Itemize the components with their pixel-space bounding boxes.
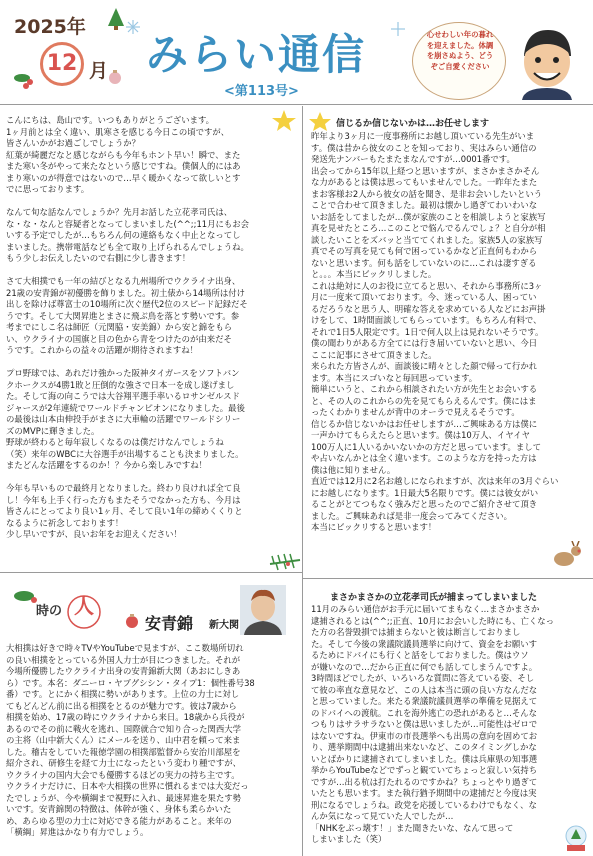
holly-icon bbox=[12, 586, 122, 632]
right-section-divider bbox=[302, 578, 593, 579]
month-number: 12 bbox=[46, 51, 78, 76]
snowflake-icon bbox=[391, 22, 405, 36]
fortune-teller-section-title: 信じるか信じないかは…お任せします bbox=[336, 119, 490, 129]
issue-number: <第113号> bbox=[224, 84, 299, 99]
snowflake-icon bbox=[126, 20, 140, 34]
tachibana-section-title: まさかまさかの立花孝司氏が捕まってしまいました bbox=[330, 593, 538, 603]
ornament-icon bbox=[109, 70, 121, 84]
year-label: 2025年 bbox=[14, 16, 86, 38]
pine-branch-icon bbox=[268, 550, 302, 574]
toki-label: 時の bbox=[36, 604, 63, 619]
caricature-portrait bbox=[514, 26, 580, 100]
tachibana-article-text: 11月のみらい通信がお手元に届いてまもなく…まさかまさか 逮捕されるとは(^^;;正直、10月にお会いした時にも、亡くなっ た方の名誉毀損では捕まらないと彼は断言しておりまし た。そして今後の衆議院議員選挙に向けて、資金をお願いす るためにドバイにも行くと話をしておりました。僕はウソ が嫌いなので…だから正直に何でも話してしまうんですよ。 3時間ほどでしたが、いろいろな質問に答えている姿、そし て彼の率直な意見など、この人は本当に頭の良い方なんだな と思っていました。来たる衆議院議員選挙の準備を見据えて のドバイへの渡航。これを海外逃亡の恐れがあると…そんな つもりはサラサラないと僕は思いましたが…可能性はゼロで はないですね。伊東市の市長選挙へも出馬の意向を固めてお り、選挙期間中は逮捕出来ないなど、このタイミングしかな いとばかりに逮捕されてしまいました。僕は兵庫県の知事選 挙からYouTubeなどでずっと観ていてちょっと寂しい気持ち ですが…出る杭は打たれるのですかね？ちょっとやり過ぎて いたとも思います。また執行猶予期間中の逮捕だと今度は実 刑になるでしょうね。政党を応援しているわけでもなく、な んか気になって見ていた人でしたが… 「NHKをぶっ壊す！」また聞きたいな、なんて思って しまいました（笑） bbox=[311, 604, 554, 844]
person-rank: 新大関 bbox=[209, 620, 239, 631]
toki-no-hito-badge bbox=[12, 580, 122, 632]
fortune-teller-article-text: 昨年より3ヶ月に一度事務所にお越し頂いている先生がいま す。僕は昔から彼女のことを知っており、実はみらい通信の 発送先ナンバーもたまたまなんですが…0001番です。 出会ってから15年以上経つと思いますが、まさかまさかそん な力があるとは僕は思ってもいませんでした。一昨年たまた まお客様お2人から彼女の話を聞き、是非お会いしたいという ことで合わせて頂きました。最初は懐かし過ぎてわいわいな いお話をしてましたが…僕が家族のことを相談しようと家族写 真を見せたところ…このことで悩んでるんでしょ？と自分が相 談したいことをズバッと当ててくれました。家族5人の家族写 真でその写真を見ても何で困っているかなど正直何もわから ないと思います。何も話をしていないのに…これは凄すぎる と。。。本当にビックリしました。 これは絶対に人のお役に立てると思い、それから事務所に3ヶ 月に一度来て頂いております。今、迷っている人、困ってい るだろうなと思う人、明確な答えを求めている人などにお声掛 けをして、1時間面談してもらっています。もちろん有料で、 それで1日5人限定です。1日で何人以上は見れないそうです。 僕の聞わりがある方全てには行き届いていないと思い、今日 ここに記事にさせて頂きました。 来られた方皆さんが、面談後に晴々とした顔で帰って行かれ ます。本当にスゴいなと毎回思っています。 簡単にいうと、これから相談されたい方が先生とお会いする と、その人のこれからの先を見てもらえるんです。僕にはま ったくわかりませんが背中のオーラで見えるそうです。 信じるか信じないかはお任せしますが…ご興味ある方は僕に 一声かけてもらえたらと思います。僕は10万人、イヤイヤ 100万人に1人いるかいないかの方だと思っています。まして や占いなんかとは全く違います。このような方を持った方は 僕は他に知りません。 直近では12月に2名お越しになられますが、次は来年の3月ぐらい にお越しになります。1日最大5名限りです。僕には彼女がい ることがとてつもなく強みだと思ったのでご紹介させて頂き ました。ご興味あれば是非一度会ってみてください。 本当にビックリすると思います！ bbox=[311, 131, 559, 532]
ornament-icon bbox=[124, 612, 140, 630]
header-divider bbox=[0, 104, 593, 105]
month-label: 月 bbox=[89, 60, 109, 82]
intro-column-text: こんにちは、島山です。いつもありがとうございます。 1ヶ月前とは全く違い、肌寒さを感じる今日この頃ですが、 皆さんいかがお過ごしでしょうか？ 紅葉が綺麗だなと感じながらも今年もホント早い！瞬で、また また寒い冬がやって来たなという感じですね。僕個人的にはあ まり寒いのが得意ではないので…早く暖かくなって欲しいとす でに思っております。 なんて旬な話なんでしょうか？先月お話した立花孝司氏は、 な・な・なんと容疑者となってしまいました(^^;;11月にもお会 いする予定でしたが…もちろん何の連絡もなく中止となってし まいました。携帯電話なども全て取り上げられるんでしょうね。 もう少しお伝えしたいので右側に少し書きます！ さて大相撲でも一年の結びとなる九州場所でウクライナ出身、 21歳の安青錦が初優勝を飾りました。初土俵から14場所は付け 出しを除けば尊富士の10場所に次ぐ歴代2位のスピード記録だそ うです。そして大関昇進とまさに飛ぶ鳥を落とす勢いです。参 考までにしこ名は師匠（元関脇・安美錦）から安と錦をもら い、ウクライナの国旗と目の色から青をつけたのが由来だそ うです。これからの益々の活躍が期待されますね！ プロ野球では、あれだけ強かった阪神タイガースをソフトバン クホークスが4勝1敗と圧倒的な強さで日本一を成し遂げまし た。そして海の向こうでは大谷翔平選手率いるロサンゼルスド ジャースが2年連続でワールドチャンピオンになりました。最後 の最後は山本由伸投手がまさに大車輪の活躍でワールドシリー ズのMVPに輝きました。 野球が終わると毎年寂しくなるのは僕だけなんでしょうね （笑）来年のWBCに大谷選手が出場することも決まりました。 またどんな活躍をするのか！？今から楽しみですね！ 今年も早いもので最終月となりました。終わり良ければ全て良 し！今年も上手く行った方もまたそうでなかった方も、今月は 皆さんにとってより良い1ヶ月、そして良い1年の締めくくりと なるように祈念しております！ 少し早いですが、良いお年をお迎えください！ bbox=[6, 115, 249, 539]
newsletter-title: みらい通信 bbox=[146, 30, 367, 79]
christmas-tree-icon bbox=[108, 8, 124, 30]
person-name: 安青錦 bbox=[145, 614, 194, 633]
star-icon bbox=[270, 108, 300, 132]
reindeer-icon bbox=[548, 541, 584, 569]
left-section-divider bbox=[0, 572, 302, 573]
hito-label: 人 bbox=[74, 594, 94, 618]
person-photo bbox=[240, 585, 286, 635]
star-icon bbox=[308, 110, 334, 132]
person-article-text: 大相撲は好きで時々TVやYouTubeで見ますが、ここ数場所切れ の良い相撲をとっている外国人力士が目につきました。それが 今場所優勝したウクライナ出身の安青錦新大関（あおにしきあ ら）です。本名：ダニーロ・ヤブグシシン・タイプ1：個性番号38 番）です。とにかく相撲に勢いがあります。上位の力士に対し てもどんどん前に出る相撲をとるのが魅力です。彼は7歳から 相撲を始め、17歳の時にウクライナから来日。18歳から兵役が あるのでその前に戦火を逃れ、国際就合で知り合った関西大学 の主将（山中新大くん）にメールを送り、山中君を頼って来ま した。稽古をしていた報徳学園の相撲部監督から安治川部屋を 紹介され、研修生を経て力士になったという変わり種ですが、 ウクライナの国内大会でも優勝するほどの実力の持ち主です。 ウクライナだけに、日本や大相撲の世界に慣れるまでは大変だっ たでしょうが、今や横綱まで視野に入れ、最速昇進を果たす勢 いです。安青錦関の特徴は、体幹が強く、身体も柔らかいた め、あらゆる型の力士に対応できる能力があること。来年の 「横綱」昇進はかなり有力でしょう。 bbox=[6, 643, 255, 837]
holly-icon bbox=[14, 74, 33, 89]
speech-bubble-text: 心せわしい年の暮れを迎えました。体調を崩さぬよう、どうぞご自愛ください bbox=[426, 30, 494, 71]
newsletter-header bbox=[0, 0, 593, 104]
column-divider bbox=[302, 106, 303, 856]
snow-globe-icon bbox=[562, 824, 590, 854]
